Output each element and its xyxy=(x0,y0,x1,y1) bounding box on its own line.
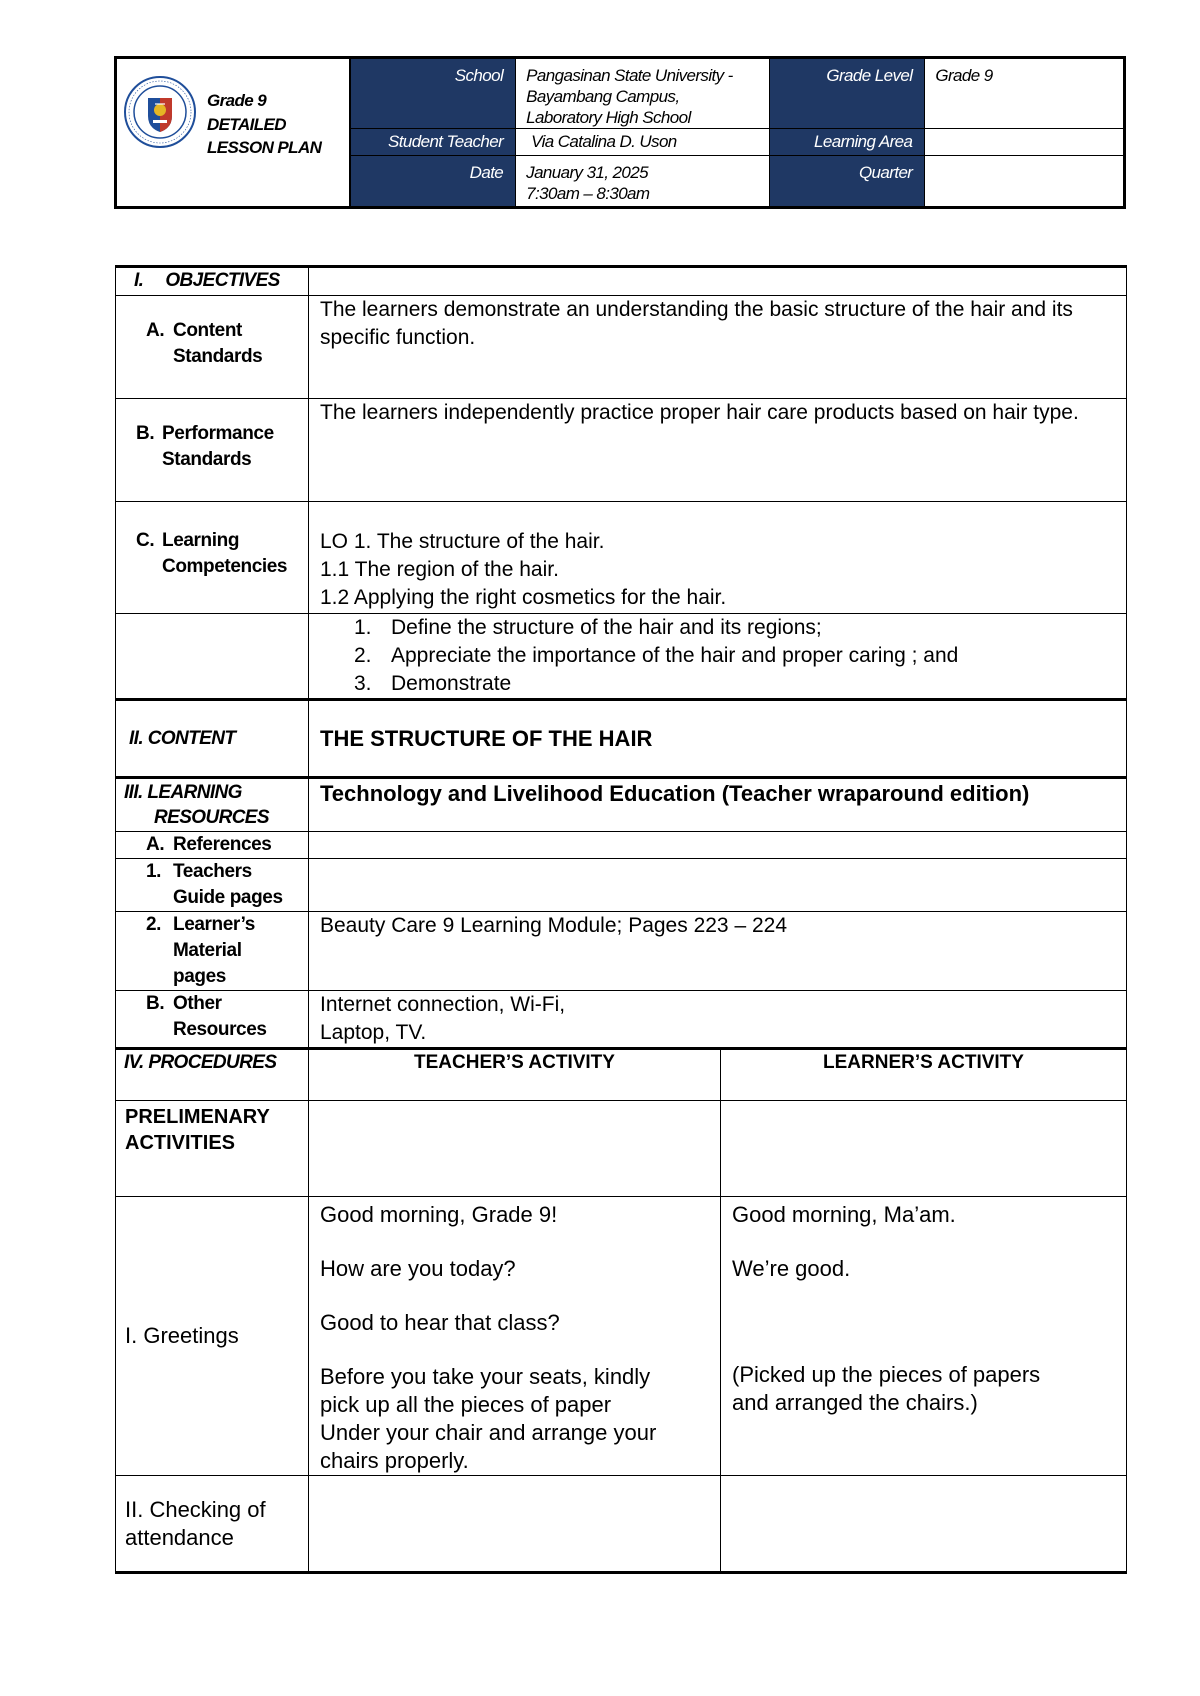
teacher-line: pick up all the pieces of paper xyxy=(320,1392,612,1417)
objective-text: Define the structure of the hair and its regions; xyxy=(391,616,822,639)
learner-activity-header: LEARNER’S ACTIVITY xyxy=(721,1049,1127,1101)
label-line: Competencies xyxy=(162,556,288,577)
performance-standards-text: The learners independently practice proper hair care products based on hair type. xyxy=(309,399,1127,502)
learning-area-label: Learning Area xyxy=(769,129,924,156)
label-letter: B. xyxy=(146,993,165,1014)
school-value xyxy=(516,58,770,129)
label-line: attendance xyxy=(125,1525,234,1550)
greetings-label: I. Greetings xyxy=(116,1197,309,1476)
school-line: Pangasinan State University - xyxy=(526,66,733,85)
greetings-learner-cell xyxy=(721,1197,1127,1476)
label-line: Content xyxy=(173,320,242,341)
objective-item xyxy=(309,670,1126,698)
label-line: PRELIMENARY xyxy=(125,1106,270,1128)
performance-standards-label xyxy=(116,399,309,502)
teacher-line: Good morning, Grade 9! xyxy=(320,1202,558,1227)
plan-title-line: DETAILED xyxy=(207,114,286,134)
label-line: Learning xyxy=(162,530,240,551)
school-line: Laboratory High School xyxy=(526,108,691,127)
attendance-label xyxy=(116,1476,309,1573)
date-value xyxy=(516,156,770,208)
teacher-line: chairs properly. xyxy=(320,1448,469,1473)
content-standards-label xyxy=(116,296,309,399)
student-teacher-value: Via Catalina D. Uson xyxy=(516,129,770,156)
learner-line: and arranged the chairs.) xyxy=(732,1390,978,1415)
quarter-label: Quarter xyxy=(769,156,924,208)
lesson-plan-header xyxy=(114,56,1126,209)
learning-resources-value: Technology and Livelihood Education (Teacher wraparound edition) xyxy=(309,778,1127,832)
label-line: Learner’s xyxy=(173,914,255,935)
label-line: Standards xyxy=(173,346,263,367)
specific-objectives-label xyxy=(116,614,309,700)
preliminary-learner-cell xyxy=(721,1101,1127,1197)
school-label: School xyxy=(350,58,515,129)
learner-paragraph xyxy=(732,1361,1126,1417)
teacher-activity-header: TEACHER’S ACTIVITY xyxy=(309,1049,721,1101)
objective-number: 2. xyxy=(354,644,372,667)
plan-title-line: Grade 9 xyxy=(207,91,267,110)
label-line: Standards xyxy=(162,449,252,470)
objective-item xyxy=(309,614,1126,642)
objective-item xyxy=(309,642,1126,670)
grade-level-label: Grade Level xyxy=(769,58,924,129)
label-letter: A. xyxy=(146,320,165,341)
learner-line: (Picked up the pieces of papers xyxy=(732,1362,1041,1387)
preliminary-activities-label xyxy=(116,1101,309,1197)
competency-line: LO 1. The structure of the hair. xyxy=(320,530,605,553)
label-number: 2. xyxy=(146,914,162,935)
objective-number: 3. xyxy=(354,672,372,695)
preliminary-teacher-cell xyxy=(309,1101,721,1197)
other-resources-label xyxy=(116,991,309,1049)
objectives-heading-blank xyxy=(309,267,1127,296)
procedures-label: IV. PROCEDURES xyxy=(116,1049,309,1101)
attendance-learner-cell xyxy=(721,1476,1127,1573)
content-label: II. CONTENT xyxy=(116,700,309,778)
label-line: RESOURCES xyxy=(154,807,269,828)
school-line: Bayambang Campus, xyxy=(526,87,680,106)
student-teacher-label: Student Teacher xyxy=(350,129,515,156)
competency-line: 1.1 The region of the hair. xyxy=(320,558,559,581)
time-line: 7:30am – 8:30am xyxy=(526,184,650,203)
references-value xyxy=(309,832,1127,859)
objective-text: Appreciate the importance of the hair and proper caring ; and xyxy=(391,644,959,667)
learners-material-value: Beauty Care 9 Learning Module; Pages 223 – 224 xyxy=(309,912,1127,991)
label-line: pages xyxy=(173,966,226,987)
references-label xyxy=(116,832,309,859)
label-letter: C. xyxy=(136,530,155,551)
teachers-guide-label xyxy=(116,859,309,912)
teacher-line: Under your chair and arrange your xyxy=(320,1420,657,1445)
objective-text: Demonstrate xyxy=(391,672,512,695)
label-line: ACTIVITIES xyxy=(125,1132,236,1154)
other-resources-value xyxy=(309,991,1127,1049)
content-standards-text: The learners demonstrate an understanding the basic structure of the hair and its specific function. xyxy=(309,296,1127,399)
label-line: Resources xyxy=(173,1019,267,1040)
plan-title xyxy=(207,89,321,160)
teacher-line: How are you today? xyxy=(320,1256,516,1281)
learning-competencies-label xyxy=(116,502,309,614)
label-line: Guide pages xyxy=(173,887,283,908)
grade-level-value: Grade 9 xyxy=(925,58,1125,129)
lesson-plan-table xyxy=(115,265,1127,1574)
label-line: Other xyxy=(173,993,222,1014)
specific-objectives xyxy=(309,614,1127,700)
objectives-heading-text: OBJECTIVES xyxy=(165,270,280,291)
content-value: THE STRUCTURE OF THE HAIR xyxy=(309,700,1127,778)
teacher-paragraph xyxy=(320,1363,720,1475)
plan-title-line: LESSON PLAN xyxy=(207,138,322,157)
learning-competencies-text xyxy=(309,502,1127,614)
teacher-line: Good to hear that class? xyxy=(320,1310,560,1335)
label-line: III. LEARNING xyxy=(124,782,242,803)
objective-number: 1. xyxy=(354,616,372,639)
label-line: II. Checking of xyxy=(125,1497,266,1522)
learning-area-value xyxy=(925,129,1125,156)
objectives-heading-number: I. xyxy=(134,270,144,291)
learner-line: Good morning, Ma’am. xyxy=(732,1202,956,1227)
objectives-heading xyxy=(116,267,309,296)
greetings-teacher-cell xyxy=(309,1197,721,1476)
label-line: Material xyxy=(173,940,242,961)
logo-title-cell xyxy=(116,58,351,208)
competency-line: 1.2 Applying the right cosmetics for the hair. xyxy=(320,586,727,609)
learner-line: We’re good. xyxy=(732,1256,851,1281)
resource-line: Internet connection, Wi-Fi, xyxy=(320,993,566,1016)
label-line: Teachers xyxy=(173,861,252,882)
learning-resources-label xyxy=(116,778,309,832)
teachers-guide-value xyxy=(309,859,1127,912)
learners-material-label xyxy=(116,912,309,991)
label-number: 1. xyxy=(146,861,162,882)
label-letter: B. xyxy=(136,423,155,444)
label-line: References xyxy=(173,834,272,855)
attendance-teacher-cell xyxy=(309,1476,721,1573)
date-line: January 31, 2025 xyxy=(526,163,648,182)
label-line: Performance xyxy=(162,423,274,444)
resource-line: Laptop, TV. xyxy=(320,1021,427,1044)
quarter-value xyxy=(925,156,1125,208)
date-label: Date xyxy=(350,156,515,208)
deped-seal-icon xyxy=(124,76,196,148)
label-letter: A. xyxy=(146,834,165,855)
teacher-line: Before you take your seats, kindly xyxy=(320,1364,651,1389)
